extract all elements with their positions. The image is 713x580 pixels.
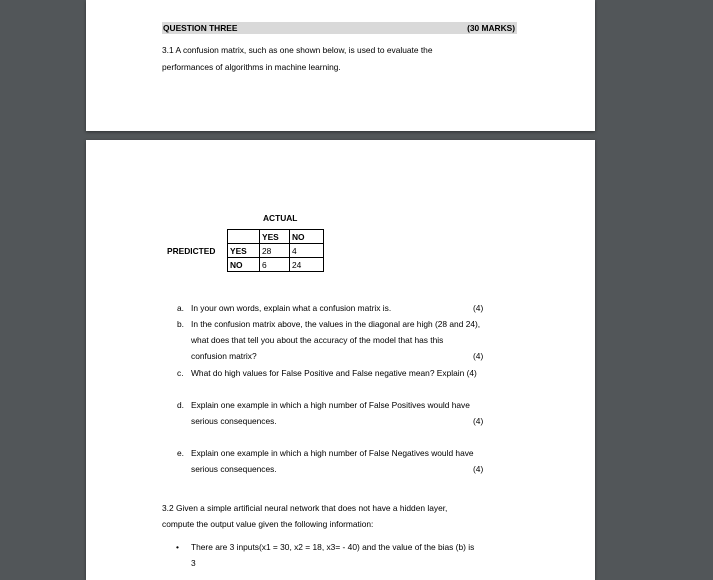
matrix-cell-tp: 28 [260, 244, 290, 258]
q32-bullet-1-line-2: 3 [191, 558, 196, 568]
q32-bullet-marker: • [176, 542, 179, 552]
item-a-marks: (4) [473, 303, 484, 313]
matrix-cell-fp: 4 [290, 244, 324, 258]
matrix-row-no-label: NO [228, 258, 260, 272]
matrix-row-yes [228, 244, 324, 258]
matrix-col-no: NO [290, 230, 324, 244]
matrix-row-yes-label: YES [228, 244, 260, 258]
question-header [162, 22, 517, 34]
matrix-row-no [228, 258, 324, 272]
matrix-header-row [228, 230, 324, 244]
item-e-line-1: Explain one example in which a high number of False Negatives would have [191, 448, 474, 458]
matrix-corner-cell [228, 230, 260, 244]
item-d-line-2: serious consequences. [191, 416, 277, 426]
item-b-line-1: In the confusion matrix above, the values in the diagonal are high (28 and 24), [191, 319, 481, 329]
item-e-marks: (4) [473, 464, 484, 474]
item-c-marker: c. [177, 368, 184, 378]
question-marks: (30 MARKS) [467, 23, 515, 33]
item-b-line-3: confusion matrix? [191, 351, 257, 361]
item-e-marker: e. [177, 448, 184, 458]
item-d-line-1: Explain one example in which a high number of False Positives would have [191, 400, 470, 410]
confusion-matrix-table [227, 229, 324, 272]
item-d-marker: d. [177, 400, 184, 410]
item-c-line-1: What do high values for False Positive and False negative mean? Explain (4) [191, 368, 477, 378]
item-a-line-1: In your own words, explain what a confusion matrix is. [191, 303, 392, 313]
q32-line-2: compute the output value given the following information: [162, 519, 374, 529]
item-e-line-2: serious consequences. [191, 464, 277, 474]
item-d-marks: (4) [473, 416, 484, 426]
q32-bullet-1-line-1: There are 3 inputs(x1 = 30, x2 = 18, x3= - 40) and the value of the bias (b) is [191, 542, 475, 552]
matrix-cell-fn: 6 [260, 258, 290, 272]
matrix-predicted-label: PREDICTED [167, 246, 216, 256]
matrix-actual-label: ACTUAL [263, 213, 298, 223]
matrix-col-yes: YES [260, 230, 290, 244]
document-page-2 [86, 140, 595, 580]
intro-line-1: 3.1 A confusion matrix, such as one shown below, is used to evaluate the [162, 45, 433, 55]
document-page-1 [86, 0, 595, 131]
matrix-cell-tn: 24 [290, 258, 324, 272]
item-b-marks: (4) [473, 351, 484, 361]
q32-line-1: 3.2 Given a simple artificial neural network that does not have a hidden layer, [162, 503, 448, 513]
item-b-marker: b. [177, 319, 184, 329]
item-b-line-2: what does that tell you about the accuracy of the model that has this [191, 335, 444, 345]
question-title: QUESTION THREE [163, 23, 238, 33]
intro-line-2: performances of algorithms in machine learning. [162, 62, 341, 72]
item-a-marker: a. [177, 303, 184, 313]
